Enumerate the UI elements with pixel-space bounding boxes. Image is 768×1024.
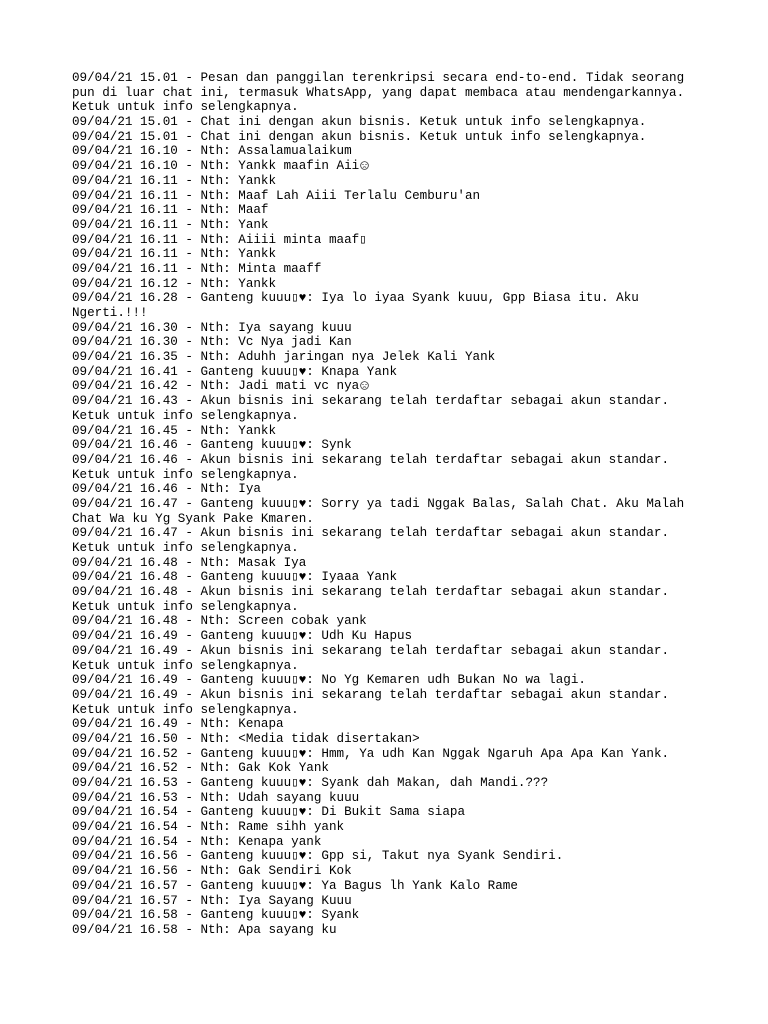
chat-line: 09/04/21 16.11 - Nth: Minta maaff: [72, 261, 322, 276]
chat-line: 09/04/21 16.49 - Ganteng kuuu▯♥: Udh Ku Hapus: [72, 629, 413, 644]
chat-line: 09/04/21 16.58 - Nth: Apa sayang ku: [72, 922, 337, 937]
chat-line: 09/04/21 16.11 - Nth: Maaf Lah Aiii Terlalu Cemburu'an: [72, 188, 481, 203]
chat-line: 09/04/21 16.30 - Nth: Iya sayang kuuu: [72, 320, 352, 335]
chat-line: Ketuk untuk info selengkapnya.: [72, 408, 299, 423]
chat-line: 09/04/21 16.48 - Akun bisnis ini sekarang telah terdaftar sebagai akun standar.: [72, 585, 670, 600]
chat-line: 09/04/21 16.47 - Ganteng kuuu▯♥: Sorry ya tadi Nggak Balas, Salah Chat. Aku Malah: [72, 496, 685, 511]
chat-line: 09/04/21 15.01 - Pesan dan panggilan terenkripsi secara end-to-end. Tidak seorang: [72, 71, 685, 85]
weary-face-icon: [360, 381, 369, 390]
chat-line: 09/04/21 16.28 - Ganteng kuuu▯♥: Iya lo iyaa Syank kuuu, Gpp Biasa itu. Aku: [72, 291, 639, 306]
chat-line: Chat Wa ku Yg Syank Pake Kmaren.: [72, 511, 314, 526]
chat-line: Ketuk untuk info selengkapnya.: [72, 467, 299, 482]
chat-line: 09/04/21 16.56 - Nth: Gak Sendiri Kok: [72, 864, 352, 879]
chat-line: 09/04/21 15.01 - Chat ini dengan akun bisnis. Ketuk untuk info selengkapnya.: [72, 115, 647, 130]
chat-export-text: [72, 71, 732, 938]
chat-line: 09/04/21 16.52 - Ganteng kuuu▯♥: Hmm, Ya udh Kan Nggak Ngaruh Apa Apa Kan Yank.: [72, 746, 670, 761]
chat-line: 09/04/21 16.54 - Ganteng kuuu▯♥: Di Bukit Sama siapa: [72, 805, 466, 820]
chat-line: 09/04/21 16.11 - Nth: Yank: [72, 217, 269, 232]
chat-line: [72, 159, 732, 174]
chat-line: 09/04/21 16.35 - Nth: Aduhh jaringan nya Jelek Kali Yank: [72, 350, 496, 365]
chat-line: [72, 379, 732, 394]
chat-line: 09/04/21 16.52 - Nth: Gak Kok Yank: [72, 761, 329, 776]
chat-line: 09/04/21 16.11 - Nth: Yankk: [72, 173, 277, 188]
chat-line: 09/04/21 16.49 - Ganteng kuuu▯♥: No Yg Kemaren udh Bukan No wa lagi.: [72, 673, 586, 688]
chat-line: 09/04/21 16.57 - Nth: Iya Sayang Kuuu: [72, 893, 352, 908]
chat-line: 09/04/21 16.41 - Ganteng kuuu▯♥: Knapa Yank: [72, 364, 397, 379]
chat-line: 09/04/21 16.54 - Nth: Kenapa yank: [72, 834, 322, 849]
chat-line-text: 09/04/21 16.42 - Nth: Jadi mati vc nya: [72, 379, 360, 394]
chat-line: 09/04/21 16.43 - Akun bisnis ini sekarang telah terdaftar sebagai akun standar.: [72, 394, 670, 409]
chat-line: Ketuk untuk info selengkapnya.: [72, 541, 299, 555]
chat-line: Ketuk untuk info selengkapnya.: [72, 658, 299, 673]
chat-line: Ngerti.!!!: [72, 306, 148, 320]
chat-line: 09/04/21 16.12 - Nth: Yankk: [72, 276, 277, 291]
chat-line: Ketuk untuk info selengkapnya.: [72, 599, 299, 614]
chat-line: 09/04/21 16.48 - Nth: Screen cobak yank: [72, 614, 367, 629]
chat-line: 09/04/21 16.46 - Ganteng kuuu▯♥: Synk: [72, 438, 352, 453]
chat-line: 09/04/21 15.01 - Chat ini dengan akun bisnis. Ketuk untuk info selengkapnya.: [72, 129, 647, 144]
chat-line: Ketuk untuk info selengkapnya.: [72, 100, 299, 115]
chat-line: 09/04/21 16.47 - Akun bisnis ini sekarang telah terdaftar sebagai akun standar.: [72, 526, 670, 541]
weary-face-icon: [360, 161, 369, 170]
chat-line: Ketuk untuk info selengkapnya.: [72, 702, 299, 717]
chat-line: 09/04/21 16.49 - Akun bisnis ini sekarang telah terdaftar sebagai akun standar.: [72, 643, 670, 658]
chat-line: 09/04/21 16.30 - Nth: Vc Nya jadi Kan: [72, 335, 352, 350]
chat-line: 09/04/21 16.49 - Akun bisnis ini sekarang telah terdaftar sebagai akun standar.: [72, 687, 670, 702]
chat-line: 09/04/21 16.58 - Ganteng kuuu▯♥: Syank: [72, 908, 360, 923]
chat-line: 09/04/21 16.53 - Nth: Udah sayang kuuu: [72, 790, 360, 805]
chat-line: 09/04/21 16.53 - Ganteng kuuu▯♥: Syank dah Makan, dah Mandi.???: [72, 776, 549, 790]
chat-line: 09/04/21 16.11 - Nth: Yankk: [72, 247, 277, 262]
chat-line: 09/04/21 16.50 - Nth: <Media tidak disertakan>: [72, 731, 420, 746]
chat-line: 09/04/21 16.48 - Ganteng kuuu▯♥: Iyaaa Yank: [72, 570, 397, 585]
chat-line: 09/04/21 16.11 - Nth: Maaf: [72, 203, 269, 218]
chat-line: 09/04/21 16.49 - Nth: Kenapa: [72, 717, 284, 732]
chat-line: 09/04/21 16.48 - Nth: Masak Iya: [72, 555, 307, 570]
chat-line: 09/04/21 16.46 - Akun bisnis ini sekarang telah terdaftar sebagai akun standar.: [72, 452, 670, 467]
chat-line: 09/04/21 16.10 - Nth: Assalamualaikum: [72, 144, 352, 159]
chat-line: 09/04/21 16.56 - Ganteng kuuu▯♥: Gpp si, Takut nya Syank Sendiri.: [72, 849, 564, 864]
chat-line: 09/04/21 16.54 - Nth: Rame sihh yank: [72, 820, 345, 835]
chat-line: 09/04/21 16.57 - Ganteng kuuu▯♥: Ya Bagus lh Yank Kalo Rame: [72, 878, 518, 893]
chat-line-text: 09/04/21 16.10 - Nth: Yankk maafin Aii: [72, 159, 360, 174]
chat-line: 09/04/21 16.45 - Nth: Yankk: [72, 423, 277, 438]
chat-line: 09/04/21 16.11 - Nth: Aiiii minta maaf▯: [72, 232, 367, 247]
chat-line: pun di luar chat ini, termasuk WhatsApp, yang dapat membaca atau mendengarkannya.: [72, 85, 685, 100]
chat-line: 09/04/21 16.46 - Nth: Iya: [72, 482, 261, 497]
